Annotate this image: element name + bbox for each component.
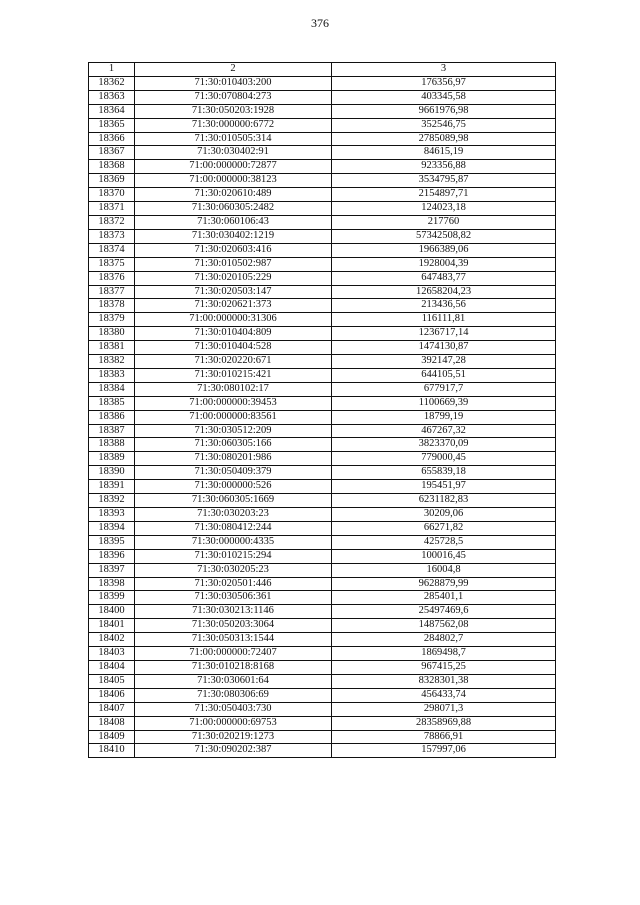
cadastral-number-cell: 71:30:030506:361: [135, 591, 332, 605]
value-cell: 8328301,38: [332, 674, 556, 688]
cadastral-number-cell: 71:30:050203:1928: [135, 104, 332, 118]
cadastral-number-cell: 71:30:010218:8168: [135, 660, 332, 674]
table-row: [89, 257, 556, 271]
row-number-cell: 18367: [89, 146, 135, 160]
row-number-cell: 18390: [89, 466, 135, 480]
value-cell: 285401,1: [332, 591, 556, 605]
cadastral-number-cell: 71:00:000000:39453: [135, 396, 332, 410]
table-row: [89, 341, 556, 355]
row-number-cell: 18377: [89, 285, 135, 299]
cadastral-number-cell: 71:00:000000:72407: [135, 647, 332, 661]
table-row: [89, 215, 556, 229]
cadastral-number-cell: 71:30:010505:314: [135, 132, 332, 146]
cadastral-number-cell: 71:00:000000:83561: [135, 410, 332, 424]
row-number-cell: 18380: [89, 327, 135, 341]
cadastral-number-cell: 71:30:030213:1146: [135, 605, 332, 619]
value-cell: 1236717,14: [332, 327, 556, 341]
row-number-cell: 18385: [89, 396, 135, 410]
data-table: [88, 62, 556, 758]
value-cell: 116111,81: [332, 313, 556, 327]
row-number-cell: 18375: [89, 257, 135, 271]
value-cell: 25497469,6: [332, 605, 556, 619]
row-number-cell: 18381: [89, 341, 135, 355]
cadastral-number-cell: 71:30:000000:4335: [135, 535, 332, 549]
cadastral-number-cell: 71:30:020220:671: [135, 355, 332, 369]
row-number-cell: 18368: [89, 160, 135, 174]
table-row: [89, 118, 556, 132]
row-number-cell: 18394: [89, 521, 135, 535]
row-number-cell: 18389: [89, 452, 135, 466]
cadastral-number-cell: 71:30:050409:379: [135, 466, 332, 480]
table-row: [89, 660, 556, 674]
row-number-cell: 18370: [89, 188, 135, 202]
table-row: [89, 466, 556, 480]
cadastral-number-cell: 71:30:080412:244: [135, 521, 332, 535]
value-cell: 3823370,09: [332, 438, 556, 452]
cadastral-number-cell: 71:00:000000:69753: [135, 716, 332, 730]
row-number-cell: 18400: [89, 605, 135, 619]
row-number-cell: 18378: [89, 299, 135, 313]
value-cell: 1474130,87: [332, 341, 556, 355]
cadastral-number-cell: 71:30:050313:1544: [135, 633, 332, 647]
table-row: [89, 619, 556, 633]
column-header: 2: [135, 63, 332, 77]
table-header-row: [89, 63, 556, 77]
cadastral-number-cell: 71:30:000000:6772: [135, 118, 332, 132]
row-number-cell: 18387: [89, 424, 135, 438]
cadastral-number-cell: 71:30:020603:416: [135, 243, 332, 257]
table-row: [89, 410, 556, 424]
row-number-cell: 18407: [89, 702, 135, 716]
value-cell: 425728,5: [332, 535, 556, 549]
row-number-cell: 18372: [89, 215, 135, 229]
table-row: [89, 647, 556, 661]
value-cell: 3534795,87: [332, 174, 556, 188]
table-row: [89, 90, 556, 104]
table-row: [89, 730, 556, 744]
value-cell: 403345,58: [332, 90, 556, 104]
table-row: [89, 494, 556, 508]
table-row: [89, 452, 556, 466]
row-number-cell: 18402: [89, 633, 135, 647]
value-cell: 2785089,98: [332, 132, 556, 146]
row-number-cell: 18386: [89, 410, 135, 424]
row-number-cell: 18391: [89, 480, 135, 494]
value-cell: 1966389,06: [332, 243, 556, 257]
table-row: [89, 480, 556, 494]
value-cell: 967415,25: [332, 660, 556, 674]
table-row: [89, 271, 556, 285]
table-row: [89, 438, 556, 452]
row-number-cell: 18396: [89, 549, 135, 563]
cadastral-number-cell: 71:30:060305:166: [135, 438, 332, 452]
table-row: [89, 508, 556, 522]
value-cell: 6231182,83: [332, 494, 556, 508]
table-row: [89, 299, 556, 313]
value-cell: 100016,45: [332, 549, 556, 563]
value-cell: 644105,51: [332, 368, 556, 382]
cadastral-number-cell: 71:30:060305:2482: [135, 202, 332, 216]
value-cell: 213436,56: [332, 299, 556, 313]
table-row: [89, 549, 556, 563]
value-cell: 84615,19: [332, 146, 556, 160]
cadastral-number-cell: 71:30:020501:446: [135, 577, 332, 591]
row-number-cell: 18399: [89, 591, 135, 605]
row-number-cell: 18364: [89, 104, 135, 118]
row-number-cell: 18365: [89, 118, 135, 132]
cadastral-number-cell: 71:00:000000:38123: [135, 174, 332, 188]
column-header: 1: [89, 63, 135, 77]
value-cell: 647483,77: [332, 271, 556, 285]
row-number-cell: 18401: [89, 619, 135, 633]
cadastral-number-cell: 71:00:000000:72877: [135, 160, 332, 174]
row-number-cell: 18392: [89, 494, 135, 508]
table-row: [89, 243, 556, 257]
row-number-cell: 18410: [89, 744, 135, 758]
cadastral-number-cell: 71:30:060106:43: [135, 215, 332, 229]
row-number-cell: 18376: [89, 271, 135, 285]
value-cell: 298071,3: [332, 702, 556, 716]
cadastral-number-cell: 71:30:020503:147: [135, 285, 332, 299]
row-number-cell: 18398: [89, 577, 135, 591]
cadastral-number-cell: 71:30:010215:421: [135, 368, 332, 382]
value-cell: 124023,18: [332, 202, 556, 216]
value-cell: 78866,91: [332, 730, 556, 744]
row-number-cell: 18374: [89, 243, 135, 257]
cadastral-number-cell: 71:30:030601:64: [135, 674, 332, 688]
table-row: [89, 368, 556, 382]
row-number-cell: 18362: [89, 76, 135, 90]
cadastral-number-cell: 71:30:030402:1219: [135, 229, 332, 243]
value-cell: 1869498,7: [332, 647, 556, 661]
table-row: [89, 633, 556, 647]
value-cell: 217760: [332, 215, 556, 229]
table-body: [89, 76, 556, 757]
row-number-cell: 18388: [89, 438, 135, 452]
value-cell: 195451,97: [332, 480, 556, 494]
cadastral-number-cell: 71:30:000000:526: [135, 480, 332, 494]
table-row: [89, 146, 556, 160]
cadastral-number-cell: 71:30:010404:528: [135, 341, 332, 355]
cadastral-number-cell: 71:30:070804:273: [135, 90, 332, 104]
cadastral-number-cell: 71:30:010502:987: [135, 257, 332, 271]
table-row: [89, 285, 556, 299]
value-cell: 16004,8: [332, 563, 556, 577]
value-cell: 176356,97: [332, 76, 556, 90]
table-row: [89, 160, 556, 174]
row-number-cell: 18408: [89, 716, 135, 730]
table-row: [89, 174, 556, 188]
value-cell: 1487562,08: [332, 619, 556, 633]
cadastral-number-cell: 71:30:030205:23: [135, 563, 332, 577]
value-cell: 284802,7: [332, 633, 556, 647]
row-number-cell: 18373: [89, 229, 135, 243]
row-number-cell: 18384: [89, 382, 135, 396]
row-number-cell: 18409: [89, 730, 135, 744]
table-row: [89, 132, 556, 146]
row-number-cell: 18382: [89, 355, 135, 369]
value-cell: 66271,82: [332, 521, 556, 535]
row-number-cell: 18366: [89, 132, 135, 146]
table-row: [89, 229, 556, 243]
row-number-cell: 18403: [89, 647, 135, 661]
row-number-cell: 18369: [89, 174, 135, 188]
cadastral-number-cell: 71:30:080201:986: [135, 452, 332, 466]
cadastral-number-cell: 71:30:010404:809: [135, 327, 332, 341]
value-cell: 779000,45: [332, 452, 556, 466]
table-row: [89, 313, 556, 327]
table-row: [89, 674, 556, 688]
row-number-cell: 18383: [89, 368, 135, 382]
value-cell: 1100669,39: [332, 396, 556, 410]
value-cell: 57342508,82: [332, 229, 556, 243]
value-cell: 923356,88: [332, 160, 556, 174]
value-cell: 9628879,99: [332, 577, 556, 591]
table-row: [89, 605, 556, 619]
cadastral-number-cell: 71:00:000000:31306: [135, 313, 332, 327]
table-row: [89, 396, 556, 410]
row-number-cell: 18397: [89, 563, 135, 577]
table-row: [89, 563, 556, 577]
cadastral-number-cell: 71:30:010403:200: [135, 76, 332, 90]
value-cell: 392147,28: [332, 355, 556, 369]
cadastral-number-cell: 71:30:030402:91: [135, 146, 332, 160]
cadastral-number-cell: 71:30:030512:209: [135, 424, 332, 438]
row-number-cell: 18405: [89, 674, 135, 688]
row-number-cell: 18404: [89, 660, 135, 674]
value-cell: 456433,74: [332, 688, 556, 702]
row-number-cell: 18393: [89, 508, 135, 522]
cadastral-number-cell: 71:30:060305:1669: [135, 494, 332, 508]
table-row: [89, 382, 556, 396]
table-row: [89, 202, 556, 216]
value-cell: 28358969,88: [332, 716, 556, 730]
cadastral-number-cell: 71:30:020621:373: [135, 299, 332, 313]
table-row: [89, 76, 556, 90]
value-cell: 157997,06: [332, 744, 556, 758]
value-cell: 12658204,23: [332, 285, 556, 299]
value-cell: 352546,75: [332, 118, 556, 132]
value-cell: 467267,32: [332, 424, 556, 438]
table-row: [89, 424, 556, 438]
cadastral-number-cell: 71:30:010215:294: [135, 549, 332, 563]
row-number-cell: 18371: [89, 202, 135, 216]
table-row: [89, 521, 556, 535]
table-row: [89, 355, 556, 369]
cadastral-number-cell: 71:30:090202:387: [135, 744, 332, 758]
table-row: [89, 744, 556, 758]
value-cell: 677917,7: [332, 382, 556, 396]
table-row: [89, 716, 556, 730]
cadastral-number-cell: 71:30:050203:3064: [135, 619, 332, 633]
cadastral-number-cell: 71:30:050403:730: [135, 702, 332, 716]
table-row: [89, 591, 556, 605]
value-cell: 18799,19: [332, 410, 556, 424]
cadastral-number-cell: 71:30:020219:1273: [135, 730, 332, 744]
table-row: [89, 702, 556, 716]
value-cell: 2154897,71: [332, 188, 556, 202]
value-cell: 1928004,39: [332, 257, 556, 271]
cadastral-number-cell: 71:30:020610:489: [135, 188, 332, 202]
table-row: [89, 688, 556, 702]
column-header: 3: [332, 63, 556, 77]
table-row: [89, 535, 556, 549]
value-cell: 30209,06: [332, 508, 556, 522]
row-number-cell: 18363: [89, 90, 135, 104]
cadastral-number-cell: 71:30:030203:23: [135, 508, 332, 522]
table-row: [89, 327, 556, 341]
table-row: [89, 577, 556, 591]
value-cell: 9661976,98: [332, 104, 556, 118]
table-row: [89, 104, 556, 118]
value-cell: 655839,18: [332, 466, 556, 480]
row-number-cell: 18395: [89, 535, 135, 549]
table-row: [89, 188, 556, 202]
cadastral-number-cell: 71:30:080102:17: [135, 382, 332, 396]
page-number: 376: [311, 16, 329, 30]
row-number-cell: 18406: [89, 688, 135, 702]
row-number-cell: 18379: [89, 313, 135, 327]
cadastral-number-cell: 71:30:020105:229: [135, 271, 332, 285]
cadastral-number-cell: 71:30:080306:69: [135, 688, 332, 702]
